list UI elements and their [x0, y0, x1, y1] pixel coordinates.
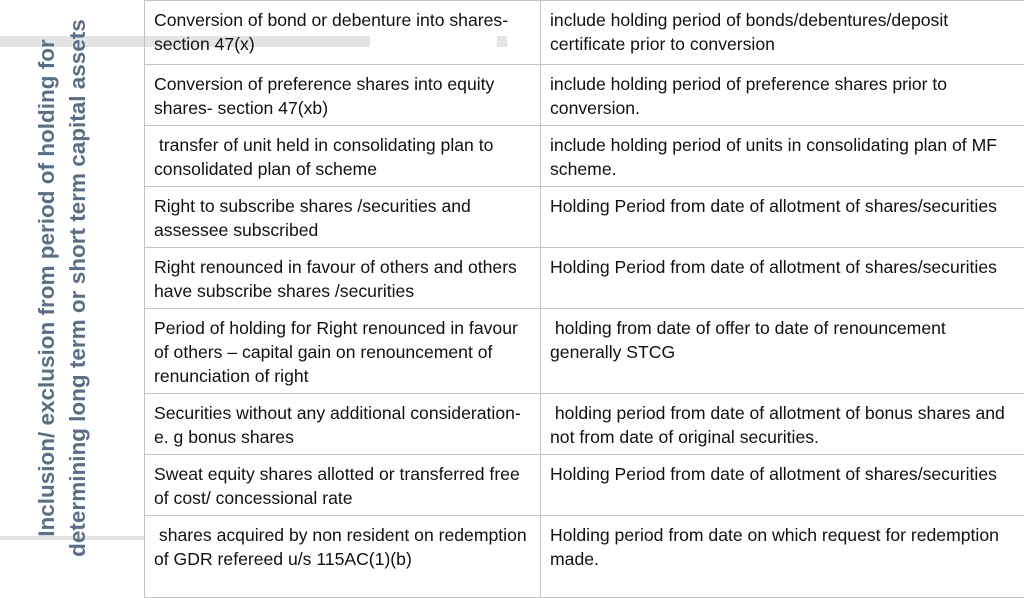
situation-cell: Right to subscribe shares /securities and assessee subscribed — [145, 187, 541, 248]
treatment-cell: include holding period of units in consolidating plan of MF scheme. — [541, 126, 1024, 187]
holding-period-table — [144, 0, 1024, 598]
treatment-cell: include holding period of preference shares prior to conversion. — [541, 65, 1024, 126]
table-row — [145, 309, 1024, 394]
treatment-cell: Holding Period from date of allotment of shares/securities — [541, 455, 1024, 516]
treatment-cell: holding from date of offer to date of renouncement generally STCG — [541, 309, 1024, 394]
situation-cell: Conversion of preference shares into equity shares- section 47(xb) — [145, 65, 541, 126]
treatment-cell: include holding period of bonds/debentures/deposit certificate prior to conversion — [541, 1, 1024, 65]
treatment-cell: holding period from date of allotment of bonus shares and not from date of original securities. — [541, 394, 1024, 455]
situation-cell: shares acquired by non resident on redemption of GDR refereed u/s 115AC(1)(b) — [145, 516, 541, 598]
situation-cell: Conversion of bond or debenture into shares- section 47(x) — [145, 1, 541, 65]
table-row — [145, 187, 1024, 248]
table-row — [145, 394, 1024, 455]
situation-cell: transfer of unit held in consolidating plan to consolidated plan of scheme — [145, 126, 541, 187]
slide-title: Inclusion/ exclusion from period of holding for determining long term or short term capital assets — [4, 8, 120, 568]
situation-cell: Securities without any additional consideration- e. g bonus shares — [145, 394, 541, 455]
situation-cell: Right renounced in favour of others and others have subscribe shares /securities — [145, 248, 541, 309]
table-row — [145, 126, 1024, 187]
table-row — [145, 455, 1024, 516]
situation-cell: Sweat equity shares allotted or transferred free of cost/ concessional rate — [145, 455, 541, 516]
table-row — [145, 1, 1024, 65]
table-row — [145, 65, 1024, 126]
treatment-cell: Holding Period from date of allotment of shares/securities — [541, 248, 1024, 309]
treatment-cell: Holding period from date on which request for redemption made. — [541, 516, 1024, 598]
situation-cell: Period of holding for Right renounced in favour of others – capital gain on renouncement of renunciation of right — [145, 309, 541, 394]
table-row — [145, 516, 1024, 598]
slide-title-container — [4, 8, 120, 568]
treatment-cell: Holding Period from date of allotment of shares/securities — [541, 187, 1024, 248]
table-row — [145, 248, 1024, 309]
